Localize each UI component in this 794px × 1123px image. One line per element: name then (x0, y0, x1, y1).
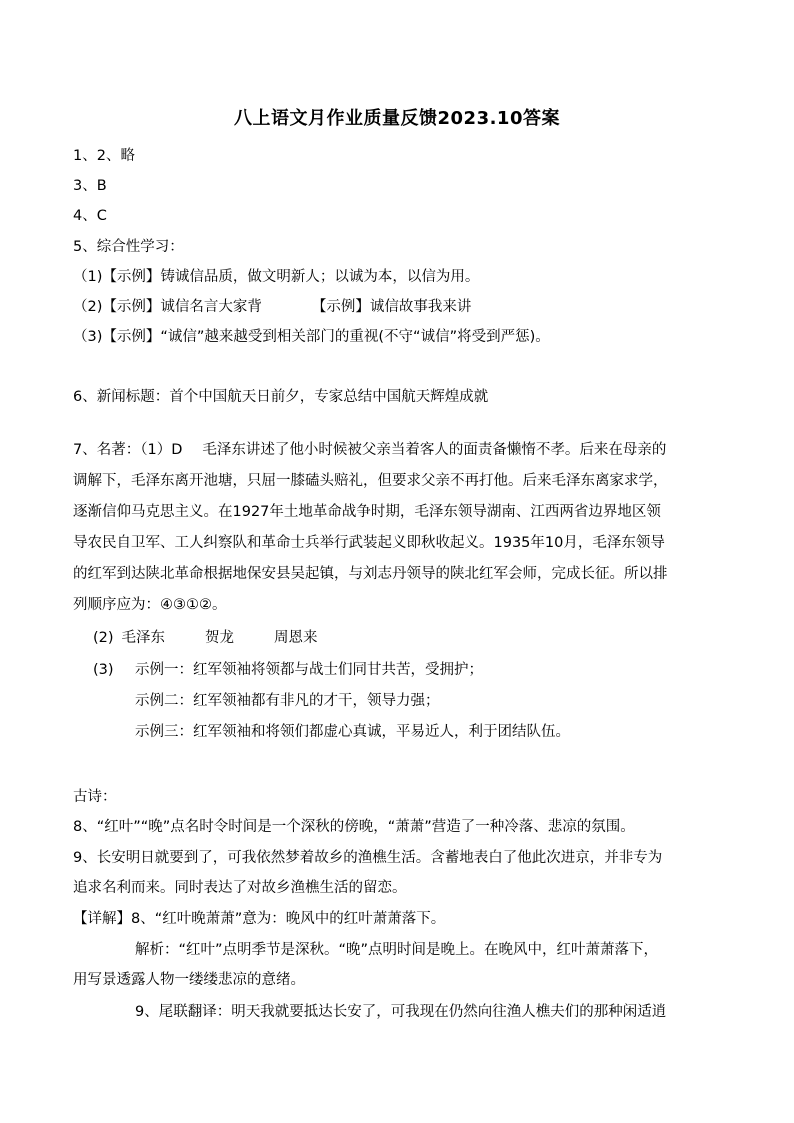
answer-7-line-2: 调解下，毛泽东离开池塘，只屈一膝磕头赔礼，但要求父亲不再打他。后来毛泽东离家求学， (73, 473, 668, 489)
answer-7-1-choice: 7、名著：（1）D (73, 442, 183, 458)
answer-1-2: 1、2、略 (73, 148, 135, 164)
answer-7-2-name-2: 贺龙 (205, 630, 235, 646)
detail-9: 9、尾联翻译：明天我就要抵达长安了，可我现在仍然向往渔人樵夫们的那种闲适逍 (135, 1004, 667, 1020)
answer-7-line-1 (73, 440, 666, 460)
answer-4: 4、C (73, 208, 107, 224)
detail-8: 【详解】8、“红叶晚萧萧”意为：晚风中的红叶萧萧落下。 (73, 911, 446, 927)
answer-7-line-6: 列顺序应为：④③①②。 (73, 597, 227, 613)
answer-5-1: （1)【示例】铸诚信品质，做文明新人；以诚为本，以信为用。 (73, 269, 480, 285)
answer-6: 6、新闻标题：首个中国航天日前夕，专家总结中国航天辉煌成就 (73, 389, 489, 405)
answer-7-3-example-2: 示例二：红军领袖都有非凡的才干，领导力强； (135, 693, 440, 709)
answer-8: 8、“红叶”“晚”点名时令时间是一个深秋的傍晚，“萧萧”营造了一种冷落、悲凉的氛围。 (73, 819, 635, 835)
answer-7-line-5: 的红军到达陕北革命根据地保安县吴起镇，与刘志丹领导的陕北红军会师，完成长征。所以排 (73, 566, 668, 582)
answer-3: 3、B (73, 178, 107, 194)
answer-7-2-label: (2) (93, 630, 114, 646)
answer-7-1-text: 毛泽东讲述了他小时候被父亲当着客人的面责备懒惰不孝。后来在母亲的 (202, 442, 667, 458)
answer-9-line-2: 追求名利而来。同时表达了对故乡渔樵生活的留恋。 (73, 880, 407, 896)
answer-5-2-part-b: 【示例】诚信故事我来讲 (311, 299, 472, 315)
answer-7-line-3: 逐渐信仰马克思主义。在1927年土地革命战争时期，毛泽东领导湖南、江西两省边界地区领 (73, 504, 661, 520)
answer-9-line-1: 9、长安明日就要到了，可我依然梦着故乡的渔樵生活。含蓄地表白了他此次进京，并非专为 (73, 850, 663, 866)
answer-7-2-name-1: 毛泽东 (121, 630, 166, 646)
poem-heading: 古诗： (73, 789, 117, 805)
answer-7-3-example-1: 示例一：红军领袖将领都与战士们同甘共苦，受拥护； (135, 662, 483, 678)
analysis-line-1: 解析：“红叶”点明季节是深秋。“晚”点明时间是晚上。在晚风中，红叶萧萧落下， (135, 942, 659, 958)
document-title: 八上语文月作业质量反馈2023.10答案 (234, 108, 560, 129)
answer-5-2 (73, 297, 471, 317)
answer-7-line-4: 导农民自卫军、工人纠察队和革命士兵举行武装起义即秋收起义。1935年10月，毛泽东领导 (73, 535, 665, 551)
analysis-line-2: 用写景透露人物一缕缕悲凉的意绪。 (73, 972, 305, 988)
answer-7-3-label: (3) (93, 662, 114, 678)
answer-5-2-part-a: （2)【示例】诚信名言大家背 (73, 299, 262, 315)
answer-7-2 (93, 628, 318, 648)
answer-7-2-name-3: 周恩来 (274, 630, 318, 646)
answer-7-3-example-3: 示例三：红军领袖和将领们都虚心真诚，平易近人，利于团结队伍。 (135, 724, 570, 740)
answer-5-heading: 5、综合性学习： (73, 239, 184, 255)
answer-5-3: （3)【示例】“诚信”越来越受到相关部门的重视(不守“诚信”将受到严惩)。 (73, 329, 550, 345)
